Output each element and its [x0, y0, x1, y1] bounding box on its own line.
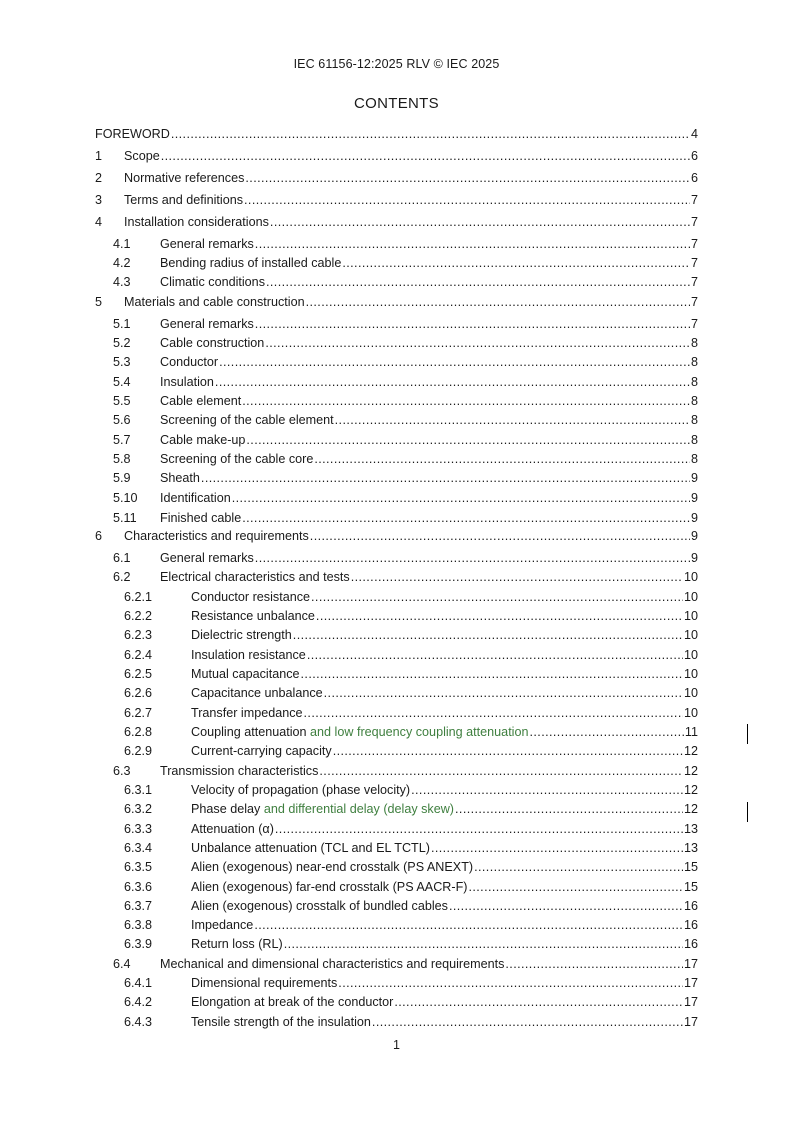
toc-leader-dots — [255, 550, 690, 566]
toc-entry-title — [160, 335, 264, 351]
toc-entry-page: 11 — [684, 725, 698, 739]
toc-entry-page: 8 — [690, 452, 698, 466]
toc-entry-title-text: Mechanical and dimensional characteristics and requirements — [160, 957, 505, 971]
toc-leader-dots — [232, 490, 690, 506]
toc-entry-title — [160, 510, 241, 526]
toc-leader-dots — [284, 936, 683, 952]
toc-entry-number: 5.9 — [113, 471, 131, 485]
toc-leader-dots — [301, 666, 683, 682]
toc-entry-number: 6.3.6 — [124, 880, 153, 894]
toc-entry-page: 9 — [690, 471, 698, 485]
toc-entry[interactable] — [95, 335, 698, 351]
toc-leader-dots — [306, 294, 690, 310]
toc-entry[interactable] — [95, 393, 698, 409]
toc-entry-title — [124, 528, 309, 544]
toc-leader-dots — [242, 510, 690, 526]
toc-entry-page: 13 — [683, 822, 698, 836]
toc-entry-title — [160, 550, 254, 566]
toc-entry-title-text: Alien (exogenous) crosstalk of bundled cables — [191, 899, 448, 913]
toc-leader-dots — [254, 917, 683, 933]
toc-entry-number: 6.3 — [113, 764, 131, 778]
toc-entry-title-text: Insulation resistance — [191, 648, 306, 662]
toc-entry[interactable] — [95, 705, 698, 721]
toc-leader-dots — [245, 170, 690, 186]
toc-leader-dots — [530, 724, 684, 740]
toc-entry-title-text: Screening of the cable core — [160, 452, 314, 466]
toc-entry-title-text: Terms and definitions — [124, 193, 244, 207]
toc-entry-title-text: General remarks — [160, 317, 254, 331]
toc-leader-dots — [449, 898, 683, 914]
change-bar — [747, 802, 748, 822]
toc-entry-title — [191, 1014, 371, 1030]
toc-entry-title-text: Bending radius of installed cable — [160, 256, 342, 270]
toc-entry[interactable] — [95, 528, 698, 544]
toc-entry[interactable] — [95, 569, 698, 585]
toc-entry-title-text: Impedance — [191, 918, 254, 932]
toc-leader-dots — [311, 589, 683, 605]
toc-leader-dots — [307, 647, 683, 663]
toc-entry-page: 12 — [683, 802, 698, 816]
toc-entry-title — [160, 374, 214, 390]
toc-entry-title-text: Mutual capacitance — [191, 667, 300, 681]
toc-entry[interactable] — [95, 917, 698, 933]
toc-entry-number: 3 — [95, 193, 103, 207]
toc-entry-title-text: Attenuation (α) — [191, 822, 274, 836]
toc-entry[interactable] — [95, 763, 698, 779]
toc-entry[interactable] — [95, 316, 698, 332]
toc-entry-title — [191, 994, 393, 1010]
toc-leader-dots — [161, 148, 690, 164]
toc-leader-dots — [319, 763, 683, 779]
toc-entry-title-text: Conductor — [160, 355, 219, 369]
toc-entry[interactable] — [95, 470, 698, 486]
toc-entry-title — [160, 236, 254, 252]
toc-entry[interactable] — [95, 666, 698, 682]
toc-entry-title — [124, 294, 305, 310]
toc-entry[interactable] — [95, 255, 698, 271]
toc-entry-number: 5.8 — [113, 452, 131, 466]
toc-entry-page: 10 — [683, 628, 698, 642]
toc-entry-number: 5.7 — [113, 433, 131, 447]
toc-entry-page: 10 — [683, 609, 698, 623]
toc-leader-dots — [215, 374, 690, 390]
toc-entry[interactable] — [95, 627, 698, 643]
toc-entry[interactable] — [95, 608, 698, 624]
toc-entry-title — [160, 274, 265, 290]
toc-entry-title-text: Climatic conditions — [160, 275, 265, 289]
toc-leader-dots — [324, 685, 683, 701]
toc-entry-page: 6 — [690, 171, 698, 185]
toc-entry-number: 6.3.9 — [124, 937, 153, 951]
page-number: 1 — [393, 1038, 400, 1052]
toc-entry-number: 4.3 — [113, 275, 131, 289]
toc-entry[interactable] — [95, 1014, 698, 1030]
toc-entry-page: 17 — [683, 957, 698, 971]
toc-entry-number: 5.6 — [113, 413, 131, 427]
toc-entry-title — [160, 255, 341, 271]
toc-entry-title — [160, 432, 245, 448]
toc-entry-page: 7 — [690, 317, 698, 331]
toc-leader-dots — [266, 274, 690, 290]
toc-entry-title-text: Characteristics and requirements — [124, 529, 309, 543]
toc-leader-dots — [338, 975, 683, 991]
toc-leader-dots — [201, 470, 690, 486]
toc-entry-title — [191, 647, 306, 663]
toc-entry[interactable] — [95, 274, 698, 290]
toc-entry-page: 7 — [690, 215, 698, 229]
toc-entry-number: 5.11 — [113, 511, 137, 525]
toc-entry[interactable] — [95, 840, 698, 856]
toc-entry-page: 8 — [690, 336, 698, 350]
toc-entry-title-text: General remarks — [160, 237, 254, 251]
toc-entry-title-text: Velocity of propagation (phase velocity) — [191, 783, 411, 797]
toc-entry-title — [160, 393, 241, 409]
toc-entry[interactable] — [95, 994, 698, 1010]
toc-entry-title-text: Installation considerations — [124, 215, 269, 229]
toc-entry[interactable] — [95, 451, 698, 467]
toc-entry-title — [160, 490, 231, 506]
toc-entry-number: 5.3 — [113, 355, 131, 369]
toc-entry-number: 6.2.5 — [124, 667, 153, 681]
toc-entry-title — [191, 898, 448, 914]
toc-entry-page: 7 — [690, 237, 698, 251]
toc-entry-number: 6.3.1 — [124, 783, 153, 797]
toc-entry-number: 5 — [95, 295, 103, 309]
toc-entry[interactable] — [95, 550, 698, 566]
toc-entry-number: 5.2 — [113, 336, 131, 350]
toc-entry-page: 16 — [683, 918, 698, 932]
change-bar — [747, 724, 748, 744]
toc-entry-page: 9 — [690, 491, 698, 505]
toc-leader-dots — [242, 393, 690, 409]
toc-entry-number: 6.4 — [113, 957, 131, 971]
toc-entry-title — [191, 666, 300, 682]
toc-entry-title-text: Capacitance unbalance — [191, 686, 323, 700]
toc-entry-title-text: FOREWORD — [95, 127, 170, 141]
toc-entry-title-text: Alien (exogenous) near-end crosstalk (PS ANEXT) — [191, 860, 474, 874]
toc-entry-title — [191, 917, 253, 933]
toc-entry-number: 6.4.3 — [124, 1015, 153, 1029]
toc-entry-title-text: Materials and cable construction — [124, 295, 305, 309]
toc-entry-page: 13 — [683, 841, 698, 855]
toc-entry-number: 6.3.8 — [124, 918, 153, 932]
toc-entry-title — [160, 316, 254, 332]
toc-entry-number: 6.2.8 — [124, 725, 153, 739]
toc-entry-number: 6.2.1 — [124, 590, 153, 604]
toc-entry-number: 5.5 — [113, 394, 131, 408]
toc-entry-title-text: Transmission characteristics — [160, 764, 319, 778]
toc-entry[interactable] — [95, 782, 698, 798]
toc-entry[interactable] — [95, 148, 698, 164]
toc-entry-number: 6.1 — [113, 551, 131, 565]
toc-entry-number: 6.4.2 — [124, 995, 153, 1009]
toc-entry[interactable] — [95, 192, 698, 208]
toc-entry[interactable] — [95, 354, 698, 370]
toc-entry[interactable] — [95, 859, 698, 875]
toc-leader-dots — [244, 192, 690, 208]
toc-entry-title — [191, 743, 332, 759]
toc-entry-title — [160, 763, 318, 779]
toc-entry-page: 8 — [690, 394, 698, 408]
toc-entry-page: 9 — [690, 551, 698, 565]
toc-entry[interactable] — [95, 821, 698, 837]
toc-entry-page: 17 — [683, 995, 698, 1009]
toc-entry[interactable] — [95, 126, 698, 142]
toc-entry-title — [191, 801, 454, 817]
toc-entry[interactable] — [95, 936, 698, 952]
toc-entry-page: 7 — [690, 275, 698, 289]
toc-leader-dots — [219, 354, 690, 370]
toc-entry-page: 12 — [683, 783, 698, 797]
toc-entry-title-text: Return loss (RL) — [191, 937, 283, 951]
toc-entry-title — [191, 627, 292, 643]
toc-leader-dots — [474, 859, 683, 875]
toc-entry-title-text: Cable element — [160, 394, 242, 408]
toc-entry-title — [124, 192, 243, 208]
toc-leader-dots — [505, 956, 683, 972]
toc-leader-dots — [246, 432, 690, 448]
toc-entry-number: 5.10 — [113, 491, 138, 505]
toc-entry[interactable] — [95, 170, 698, 186]
toc-leader-dots — [255, 236, 690, 252]
toc-entry-title — [160, 569, 350, 585]
toc-entry-title — [191, 840, 430, 856]
toc-entry[interactable] — [95, 724, 698, 740]
toc-entry-page: 12 — [683, 744, 698, 758]
toc-entry-title — [95, 126, 170, 142]
toc-entry-title — [191, 975, 337, 991]
toc-entry[interactable] — [95, 432, 698, 448]
toc-entry[interactable] — [95, 412, 698, 428]
toc-entry-title-text: Dielectric strength — [191, 628, 292, 642]
toc-entry-title-text: Dimensional requirements — [191, 976, 338, 990]
toc-entry-number: 6 — [95, 529, 103, 543]
toc-entry-title — [191, 936, 283, 952]
toc-entry-number: 6.4.1 — [124, 976, 153, 990]
toc-entry-page: 16 — [683, 899, 698, 913]
toc-entry[interactable] — [95, 743, 698, 759]
toc-entry-title-text: Normative references — [124, 171, 245, 185]
toc-entry[interactable] — [95, 374, 698, 390]
toc-entry-page: 10 — [683, 686, 698, 700]
toc-entry-title — [191, 821, 274, 837]
toc-leader-dots — [342, 255, 690, 271]
toc-entry-added-text: and low frequency coupling attenuation — [306, 725, 529, 739]
toc-entry[interactable] — [95, 490, 698, 506]
toc-entry-title — [160, 412, 334, 428]
toc-entry[interactable] — [95, 214, 698, 230]
toc-entry[interactable] — [95, 236, 698, 252]
toc-leader-dots — [275, 821, 683, 837]
toc-entry-title — [160, 354, 218, 370]
toc-entry-title — [124, 148, 160, 164]
toc-entry-number: 2 — [95, 171, 103, 185]
toc-entry-page: 8 — [690, 355, 698, 369]
toc-entry-page: 15 — [683, 880, 698, 894]
toc-entry-page: 8 — [690, 433, 698, 447]
toc-entry-title-text: Coupling attenuation — [191, 725, 307, 739]
toc-entry-title — [191, 724, 529, 740]
toc-entry-added-text: and differential delay (delay skew) — [260, 802, 455, 816]
toc-entry[interactable] — [95, 879, 698, 895]
toc-entry-title — [124, 214, 269, 230]
toc-entry-page: 10 — [683, 667, 698, 681]
toc-entry-page: 15 — [683, 860, 698, 874]
toc-entry-title-text: Phase delay — [191, 802, 261, 816]
toc-entry-title-text: Screening of the cable element — [160, 413, 334, 427]
toc-entry-page: 10 — [683, 648, 698, 662]
toc-entry-number: 4.2 — [113, 256, 131, 270]
toc-leader-dots — [310, 528, 690, 544]
toc-entry-page: 17 — [683, 1015, 698, 1029]
toc-entry-number: 6.2.7 — [124, 706, 153, 720]
toc-entry-number: 4.1 — [113, 237, 131, 251]
toc-leader-dots — [293, 627, 683, 643]
toc-entry-title-text: Tensile strength of the insulation — [191, 1015, 371, 1029]
toc-leader-dots — [333, 743, 683, 759]
toc-entry-number: 6.2.3 — [124, 628, 153, 642]
toc-entry-title — [191, 879, 467, 895]
toc-entry-page: 7 — [690, 256, 698, 270]
toc-leader-dots — [304, 705, 683, 721]
toc-leader-dots — [314, 451, 690, 467]
page-title: CONTENTS — [354, 95, 439, 112]
toc-leader-dots — [372, 1014, 683, 1030]
toc-leader-dots — [265, 335, 690, 351]
toc-leader-dots — [316, 608, 683, 624]
toc-leader-dots — [411, 782, 683, 798]
toc-leader-dots — [431, 840, 683, 856]
toc-entry-page: 7 — [690, 193, 698, 207]
toc-leader-dots — [468, 879, 683, 895]
toc-entry-title-text: Cable construction — [160, 336, 265, 350]
toc-entry-page: 10 — [683, 570, 698, 584]
toc-entry-title-text: Scope — [124, 149, 160, 163]
toc-entry-title-text: Current-carrying capacity — [191, 744, 332, 758]
toc-entry-title-text: Insulation — [160, 375, 214, 389]
toc-entry-title-text: Electrical characteristics and tests — [160, 570, 350, 584]
toc-entry-title-text: General remarks — [160, 551, 254, 565]
document-header: IEC 61156-12:2025 RLV © IEC 2025 — [293, 57, 500, 71]
toc-entry[interactable] — [95, 294, 698, 310]
toc-entry-title-text: Elongation at break of the conductor — [191, 995, 394, 1009]
toc-entry[interactable] — [95, 956, 698, 972]
toc-entry-title — [191, 859, 473, 875]
toc-entry-title-text: Cable make-up — [160, 433, 246, 447]
toc-entry-number: 6.3.5 — [124, 860, 153, 874]
toc-entry-page: 17 — [683, 976, 698, 990]
toc-entry-number: 6.2.2 — [124, 609, 153, 623]
toc-entry-title-text: Conductor resistance — [191, 590, 311, 604]
toc-entry-title — [191, 608, 315, 624]
toc-entry-page: 4 — [690, 127, 698, 141]
toc-entry-page: 12 — [683, 764, 698, 778]
toc-entry-title-text: Unbalance attenuation (TCL and EL TCTL) — [191, 841, 430, 855]
toc-entry-page: 9 — [690, 511, 698, 525]
toc-entry-title — [191, 589, 310, 605]
toc-entry-number: 4 — [95, 215, 103, 229]
toc-entry-page: 8 — [690, 375, 698, 389]
toc-entry-page: 7 — [690, 295, 698, 309]
toc-leader-dots — [270, 214, 690, 230]
toc-entry-page: 6 — [690, 149, 698, 163]
toc-entry-number: 6.2.4 — [124, 648, 153, 662]
toc-entry-title-text: Transfer impedance — [191, 706, 303, 720]
toc-leader-dots — [455, 801, 683, 817]
toc-leader-dots — [171, 126, 690, 142]
toc-entry-number: 6.2.6 — [124, 686, 153, 700]
toc-leader-dots — [351, 569, 683, 585]
toc-entry[interactable] — [95, 975, 698, 991]
toc-entry[interactable] — [95, 589, 698, 605]
toc-entry-number: 1 — [95, 149, 103, 163]
toc-entry-page: 10 — [683, 590, 698, 604]
toc-entry-number: 6.3.7 — [124, 899, 153, 913]
toc-entry-number: 6.3.3 — [124, 822, 153, 836]
toc-entry-number: 5.4 — [113, 375, 131, 389]
toc-entry-page: 8 — [690, 413, 698, 427]
toc-entry-title-text: Sheath — [160, 471, 200, 485]
toc-entry-title — [160, 956, 504, 972]
toc-entry[interactable] — [95, 898, 698, 914]
toc-entry-title-text: Alien (exogenous) far-end crosstalk (PS AACR-F) — [191, 880, 468, 894]
toc-entry[interactable] — [95, 510, 698, 526]
toc-entry[interactable] — [95, 647, 698, 663]
toc-leader-dots — [255, 316, 690, 332]
toc-entry-title-text: Resistance unbalance — [191, 609, 315, 623]
toc-entry-page: 9 — [690, 529, 698, 543]
toc-leader-dots — [335, 412, 690, 428]
toc-entry-number: 6.3.2 — [124, 802, 153, 816]
toc-leader-dots — [394, 994, 683, 1010]
toc-entry-number: 6.2 — [113, 570, 131, 584]
toc-entry-title-text: Finished cable — [160, 511, 242, 525]
toc-entry[interactable] — [95, 801, 698, 817]
toc-entry-number: 6.2.9 — [124, 744, 153, 758]
toc-entry-title — [124, 170, 244, 186]
toc-entry-title — [160, 470, 200, 486]
toc-entry-number: 6.3.4 — [124, 841, 153, 855]
toc-entry-title-text: Identification — [160, 491, 231, 505]
toc-entry-title — [191, 685, 323, 701]
toc-entry-page: 10 — [683, 706, 698, 720]
toc-entry-title — [160, 451, 313, 467]
toc-entry-number: 5.1 — [113, 317, 131, 331]
toc-entry-title — [191, 782, 410, 798]
toc-entry-page: 16 — [683, 937, 698, 951]
toc-entry-title — [191, 705, 303, 721]
toc-entry[interactable] — [95, 685, 698, 701]
